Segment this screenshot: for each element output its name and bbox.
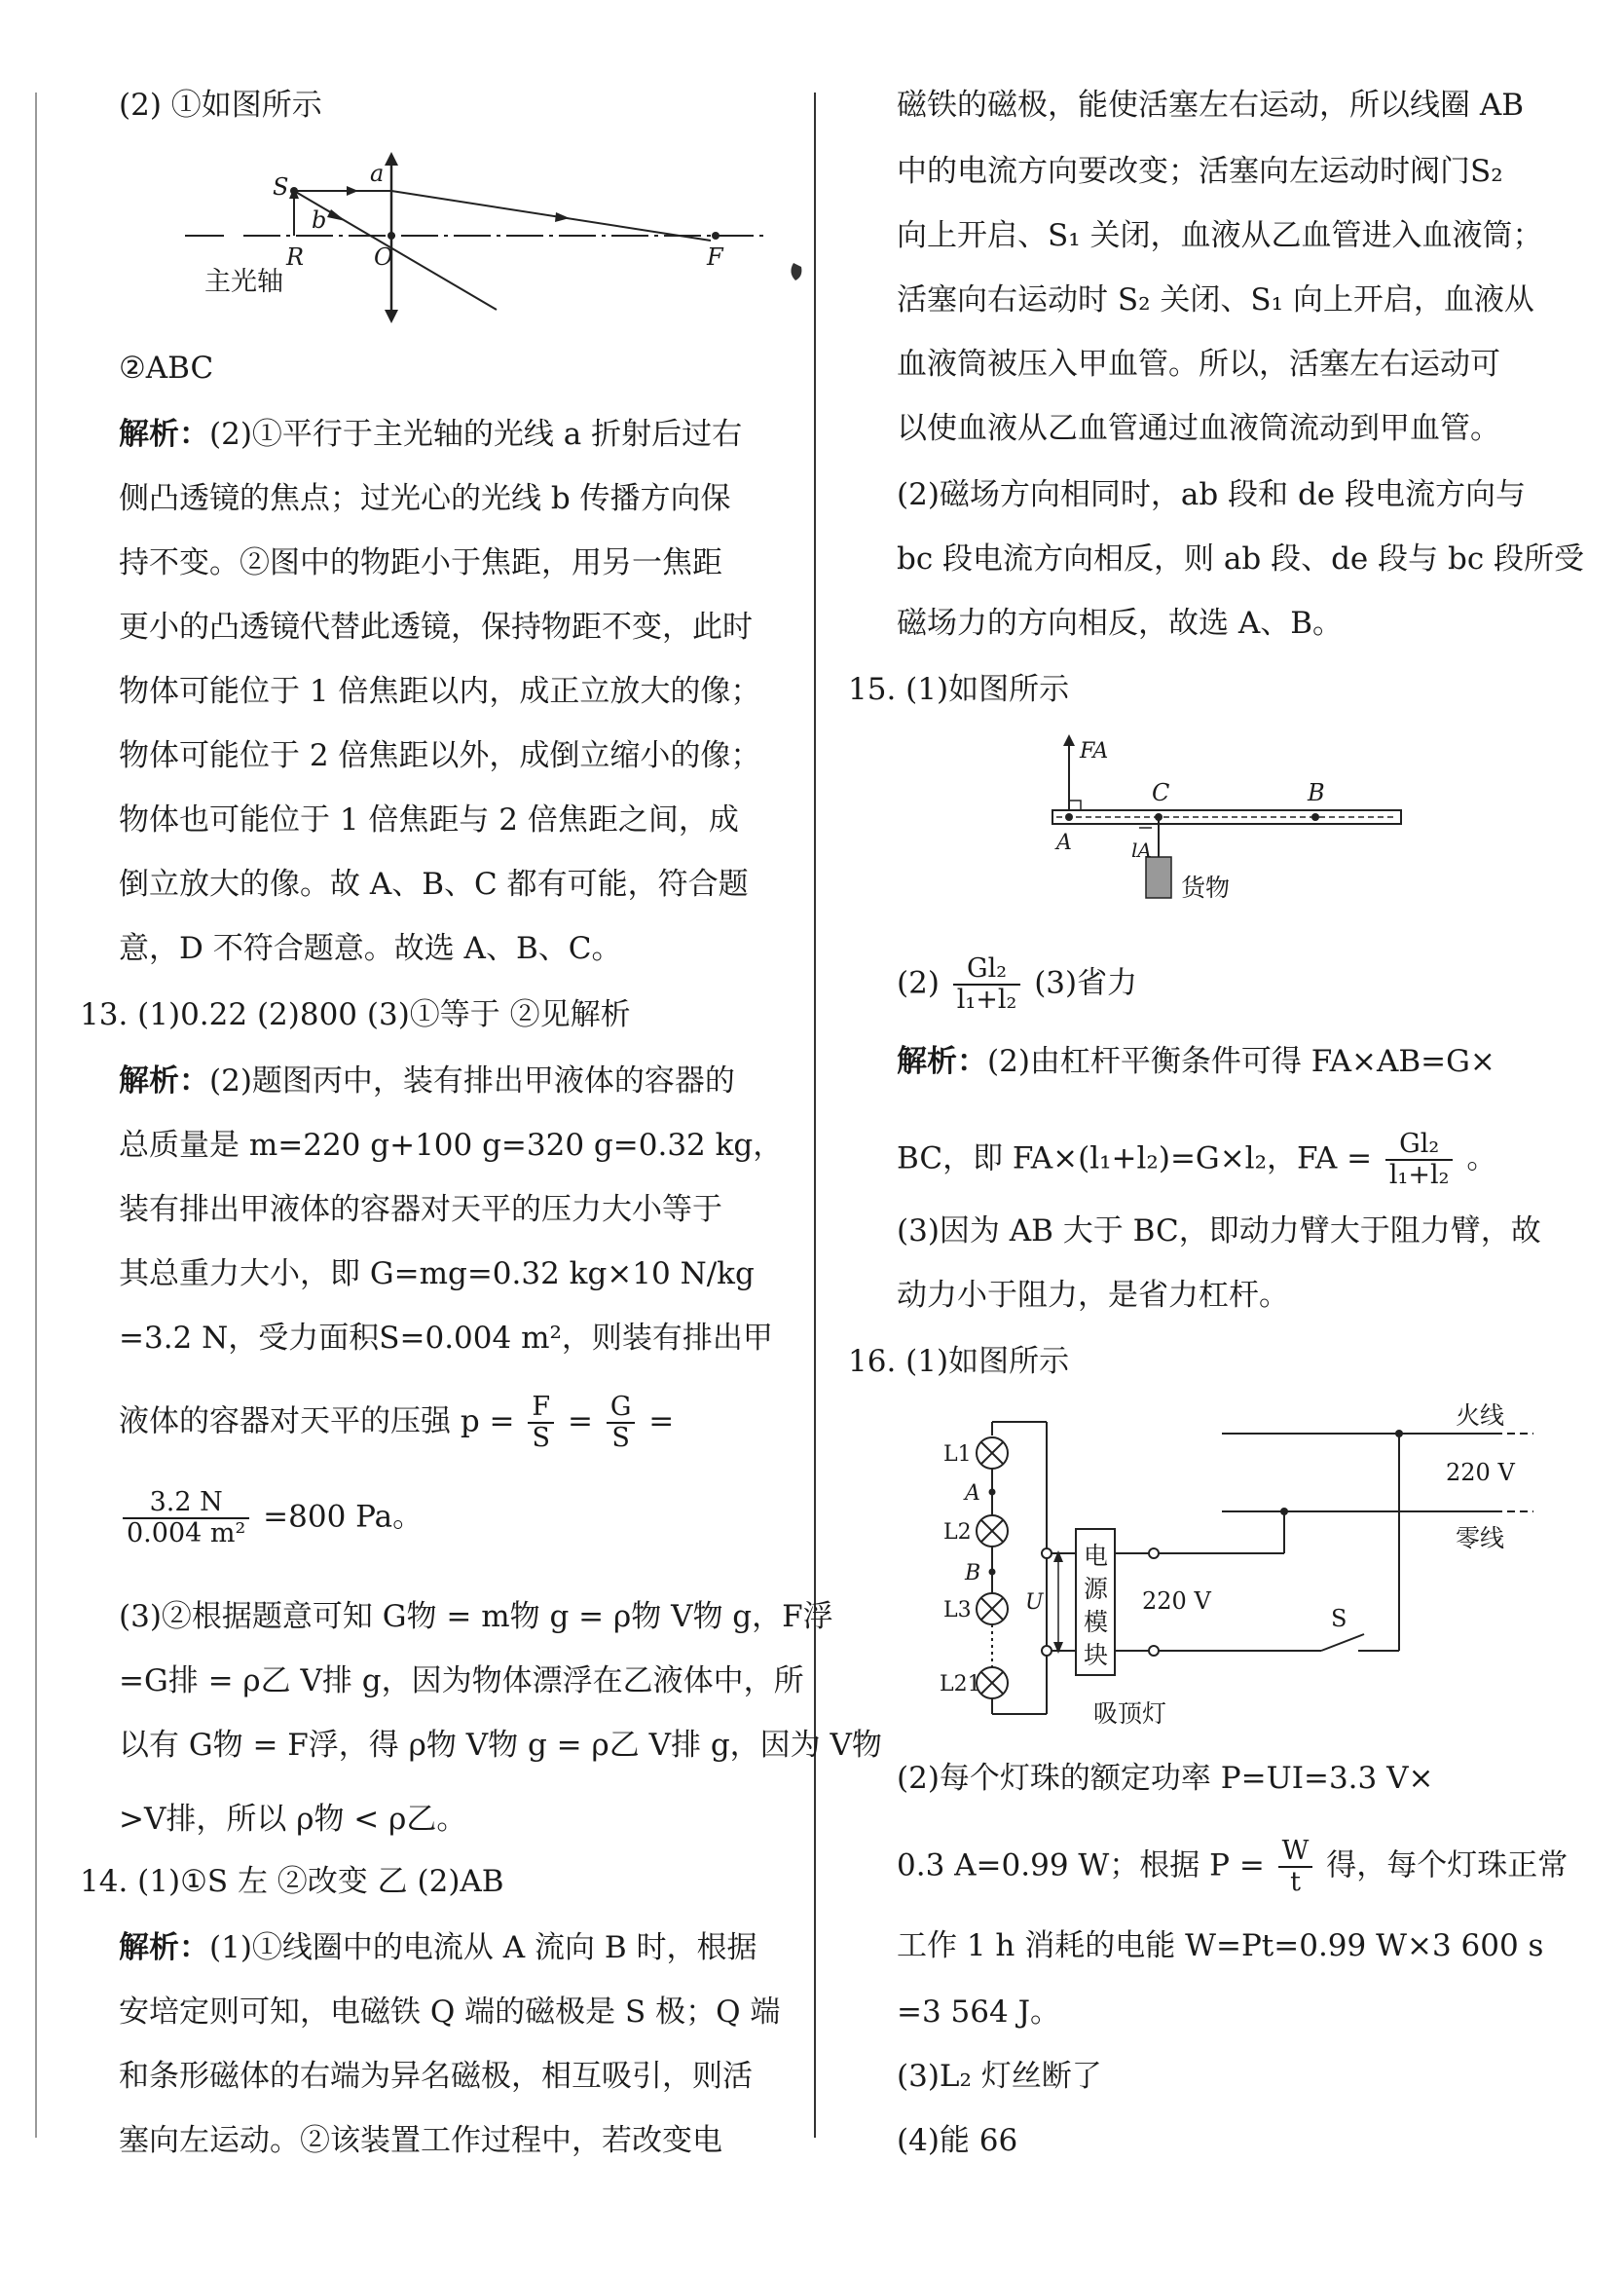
- fraction-Gl2: $\frac{\text{Gl₂}}{\text{l₁+l₂}}$: [953, 954, 1021, 1015]
- eye-icon: [791, 263, 801, 280]
- label-L1: L1: [943, 1442, 972, 1467]
- text-line: 其总重力大小，即 G=mg=0.32 kg×10 N/kg: [119, 1256, 755, 1291]
- answer-15-heading: 15. (1)如图所示: [848, 672, 1070, 707]
- label-module-2: 源: [1084, 1575, 1109, 1603]
- text-line: 活塞向右运动时 S₂ 关闭、S₁ 向上开启，血液从: [897, 282, 1534, 317]
- text-line: 磁场力的方向相反，故选 A、B。: [897, 606, 1344, 641]
- text-line: =3.2 N，受力面积S=0.004 m²，则装有排出甲: [119, 1321, 773, 1356]
- label-220v-module: 220 V: [1142, 1587, 1211, 1615]
- text-line: (2)每个灯珠的额定功率 P=UI=3.3 V×: [897, 1761, 1434, 1796]
- label-main-axis: 主光轴: [204, 267, 283, 297]
- analysis-label: 解析：: [119, 1063, 209, 1099]
- label-ceiling-lamp: 吸顶灯: [1093, 1699, 1167, 1728]
- text-line: 物体也可能位于 1 倍焦距与 2 倍焦距之间，成: [119, 802, 739, 838]
- lever-formula-line: BC，即 FA×(l₁+l₂)=G×l₂，FA = $\frac{\text{Gl₂}}{\text{l₁+l₂}}$ 。: [897, 1129, 1497, 1190]
- text-line: 得，每个灯珠正常: [1326, 1847, 1569, 1883]
- text-line: 倒立放大的像。故 A、B、C 都有可能，符合题: [119, 867, 749, 902]
- text-line: 物体可能位于 2 倍焦距以外，成倒立缩小的像；: [119, 738, 761, 773]
- analysis-label: 解析：: [119, 1930, 209, 1965]
- text-line: 物体可能位于 1 倍焦距以内，成正立放大的像；: [119, 674, 761, 709]
- fraction-Gl2-b: $\frac{\text{Gl₂}}{\text{l₁+l₂}}$: [1385, 1130, 1454, 1190]
- pressure-result-line: [119, 1488, 423, 1548]
- text-line: 液体的容器对天平的压强 p =: [119, 1403, 515, 1439]
- text-line: (3)L₂ 灯丝断了: [897, 2059, 1102, 2094]
- label-220v-mains: 220 V: [1446, 1459, 1515, 1486]
- column-divider: [814, 93, 816, 2138]
- text-line: 持不变。②图中的物距小于焦距，用另一焦距: [119, 545, 722, 580]
- label-A: A: [1056, 831, 1072, 855]
- text-line: 侧凸透镜的焦点；过光心的光线 b 传播方向保: [119, 481, 731, 516]
- text-line: 意，D 不符合题意。故选 A、B、C。: [119, 931, 622, 966]
- answer-13: 13. (1)0.22 (2)800 (3)①等于 ②见解析: [80, 997, 631, 1032]
- label-zero-wire: 零线: [1456, 1524, 1505, 1552]
- text-line: 以使血液从乙血管通过血液筒流动到甲血管。: [897, 411, 1500, 446]
- text-line: (3)②根据题意可知 G物 = m物 g = ρ物 V物 g，F浮: [119, 1599, 833, 1634]
- text-line: 安培定则可知，电磁铁 Q 端的磁极是 S 极；Q 端: [119, 1994, 781, 2030]
- label-S: S: [273, 173, 289, 201]
- fraction-W-over-t: $\frac{W}{t}$: [1278, 1837, 1313, 1897]
- text-line: 塞向左运动。②该装置工作过程中，若改变电: [119, 2123, 722, 2158]
- answer-14: 14. (1)①S 左 ②改变 乙 (2)AB: [80, 1864, 504, 1899]
- answer-15-2-3: [897, 954, 1137, 1015]
- label-B: B: [965, 1561, 981, 1585]
- text-line: 中的电流方向要改变；活塞向左运动时阀门S₂: [897, 154, 1503, 189]
- text-line: =G排 = ρ乙 V排 g，因为物体漂浮在乙液体中，所: [119, 1663, 804, 1698]
- text-line: 血液筒被压入甲血管。所以，活塞左右运动可: [897, 347, 1500, 382]
- text-line: 动力小于阻力，是省力杠杆。: [897, 1278, 1289, 1313]
- label-module-1: 电: [1084, 1542, 1109, 1570]
- analysis-label: 解析：: [119, 417, 209, 452]
- label-U: U: [1025, 1590, 1044, 1615]
- text-line: 磁铁的磁极，能使活塞左右运动，所以线圈 AB: [897, 88, 1525, 123]
- answer-12-2-part2: ②ABC: [119, 351, 214, 386]
- label-L3: L3: [943, 1598, 972, 1622]
- text-line: =800 Pa。: [263, 1499, 424, 1535]
- text-line: 0.3 A=0.99 W；根据 P =: [897, 1847, 1265, 1883]
- label-A: A: [965, 1481, 980, 1506]
- text-line: 和条形磁体的右端为异名磁极，相互吸引，则活: [119, 2059, 753, 2094]
- text-line: (3)因为 AB 大于 BC，即动力臂大于阻力臂，故: [897, 1213, 1541, 1249]
- label-F: F: [707, 243, 723, 271]
- text-line: (4)能 66: [897, 2123, 1018, 2158]
- text-line: (2)磁场方向相同时，ab 段和 de 段电流方向与: [897, 477, 1526, 512]
- text-line: bc 段电流方向相反，则 ab 段、de 段与 bc 段所受: [897, 541, 1585, 577]
- lens-diagram: [185, 146, 808, 341]
- analysis-label: 解析：: [897, 1044, 987, 1079]
- answer-12-2-heading: (2) ①如图所示: [119, 88, 322, 123]
- fraction-F-over-S: $\frac{F}{S}$: [528, 1393, 554, 1453]
- text-line: (3)省力: [1034, 965, 1138, 1001]
- label-module-3: 模: [1084, 1608, 1109, 1636]
- label-lA: lA: [1131, 839, 1152, 862]
- label-C: C: [1152, 779, 1170, 806]
- label-B: B: [1308, 779, 1325, 806]
- switch-S: [1321, 1634, 1364, 1651]
- text-line: 更小的凸透镜代替此透镜，保持物距不变，此时: [119, 610, 753, 645]
- label-FA: FA: [1080, 739, 1109, 764]
- label-R: R: [286, 243, 305, 271]
- text-line: (1)①线圈中的电流从 A 流向 B 时，根据: [209, 1930, 757, 1965]
- fraction-3.2N-over-area: $\frac{3.2 N}{\text{0.004 m²}}$: [123, 1488, 249, 1548]
- text-line: (2): [897, 965, 940, 1001]
- text-line: 以有 G物 = F浮，得 ρ物 V物 g = ρ乙 V排 g，因为 V物: [119, 1728, 882, 1763]
- label-O: O: [374, 243, 393, 271]
- text-line: 装有排出甲液体的容器对天平的压力大小等于: [119, 1192, 722, 1227]
- answer-16-heading: 16. (1)如图所示: [848, 1344, 1070, 1379]
- cargo-box: [1146, 857, 1171, 898]
- label-L2: L2: [943, 1520, 972, 1545]
- text-line: 总质量是 m=220 g+100 g=320 g=0.32 kg，: [119, 1128, 784, 1163]
- label-cargo: 货物: [1181, 874, 1231, 902]
- text-line: BC，即 FA×(l₁+l₂)=G×l₂，FA =: [897, 1140, 1373, 1176]
- text-line: (2)①平行于主光轴的光线 a 折射后过右: [209, 417, 743, 452]
- text-line: (2)题图丙中，装有排出甲液体的容器的: [209, 1063, 735, 1099]
- label-L21: L21: [940, 1672, 981, 1696]
- text-line: =3 564 J。: [897, 1994, 1061, 2030]
- label-b: b: [312, 206, 327, 234]
- energy-formula-line: [897, 1837, 1568, 1897]
- circuit-diagram: [930, 1393, 1553, 1743]
- pressure-formula-line: 液体的容器对天平的压强 p = $\frac{F}{S}$ = $\frac{G}{S}$ =: [119, 1392, 675, 1453]
- label-switch-S: S: [1331, 1605, 1347, 1632]
- label-fire-wire: 火线: [1456, 1401, 1505, 1430]
- lever-diagram: [1037, 730, 1426, 915]
- text-line: 向上开启、S₁ 关闭，血液从乙血管进入血液筒；: [897, 218, 1543, 253]
- text-line: 工作 1 h 消耗的电能 W=Pt=0.99 W×3 600 s: [897, 1928, 1544, 1963]
- label-a: a: [370, 160, 385, 187]
- text-line: >V排，所以 ρ物 < ρ乙。: [119, 1802, 467, 1837]
- label-module-4: 块: [1084, 1641, 1109, 1669]
- text-line: (2)由杠杆平衡条件可得 FA×AB=G×: [987, 1044, 1495, 1079]
- fraction-G-over-S: $\frac{G}{S}$: [607, 1393, 636, 1453]
- page-edge-line: [35, 93, 37, 2138]
